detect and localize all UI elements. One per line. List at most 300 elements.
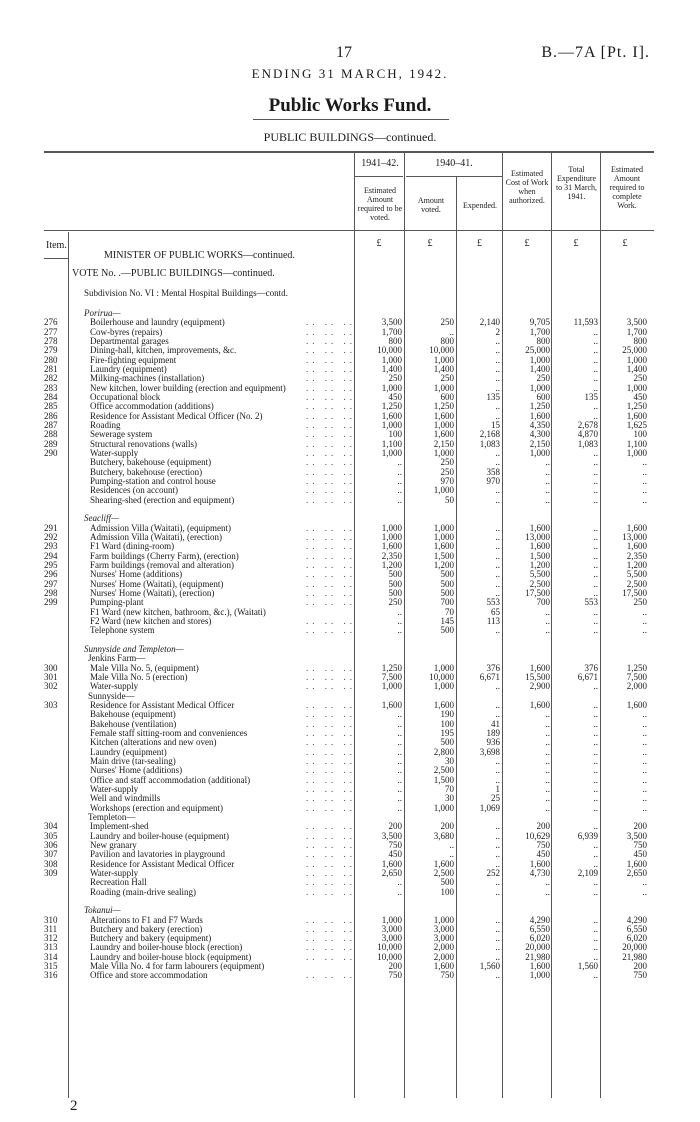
- title-underline: [253, 119, 449, 120]
- amount-cell: 750: [633, 839, 647, 850]
- amount-cell: 15,500: [525, 671, 550, 682]
- leader-dots: .. .. ..: [306, 550, 356, 561]
- amount-cell: ..: [545, 793, 550, 804]
- item-description: Laundry and boiler-house block (equipment): [90, 951, 252, 962]
- amount-cell: ..: [593, 923, 598, 934]
- amount-cell: ..: [397, 709, 402, 720]
- amount-cell: 1,250: [529, 401, 550, 412]
- amount-cell: ..: [593, 326, 598, 337]
- amount-cell: 1,000: [433, 802, 454, 813]
- amount-cell: 1,100: [626, 438, 647, 449]
- amount-cell: 250: [536, 373, 550, 384]
- amount-cell: 2,150: [529, 438, 550, 449]
- amount-cell: 1,600: [433, 699, 454, 710]
- item-number: 276: [44, 317, 58, 328]
- amount-cell: ..: [593, 737, 598, 748]
- amount-cell: 1,600: [381, 699, 402, 710]
- amount-cell: ..: [495, 839, 500, 850]
- leader-dots: .. .. ..: [306, 699, 356, 710]
- amount-cell: ..: [397, 783, 402, 794]
- leader-dots: .. .. ..: [306, 587, 356, 598]
- amount-cell: 970: [440, 475, 454, 486]
- amount-cell: 600: [440, 392, 454, 402]
- leader-dots: .. .. ..: [306, 326, 356, 337]
- amount-cell: 2,000: [433, 942, 454, 953]
- page-number: 17: [336, 44, 352, 61]
- amount-cell: 200: [633, 961, 647, 972]
- amount-cell: ..: [593, 606, 598, 617]
- amount-cell: ..: [593, 578, 598, 589]
- amount-cell: 750: [388, 839, 402, 850]
- item-description: Nurses' Home (Waitati), (erection): [90, 587, 215, 598]
- item-number: 278: [44, 336, 58, 346]
- leader-dots: .. .. ..: [306, 392, 356, 402]
- amount-cell: ..: [495, 625, 500, 636]
- group-heading: Seacliff—: [84, 513, 119, 524]
- amount-cell: 25,000: [525, 345, 550, 356]
- amount-cell: ..: [593, 746, 598, 757]
- item-description: Implement-shed: [90, 821, 149, 832]
- amount-cell: ..: [593, 373, 598, 384]
- item-description: Pumping-plant: [90, 597, 144, 608]
- amount-cell: 1,560: [479, 961, 500, 972]
- amount-cell: 2,500: [529, 578, 550, 589]
- item-description: Office and staff accommodation (additional): [90, 774, 251, 785]
- pound-sign: £: [427, 238, 433, 249]
- amount-cell: 3,000: [433, 923, 454, 934]
- amount-cell: 3,500: [381, 830, 402, 841]
- amount-cell: ..: [545, 802, 550, 813]
- item-number: 304: [44, 821, 58, 832]
- amount-cell: ..: [397, 475, 402, 486]
- header-estimated-cost: Estimated Cost of Work when authorized.: [505, 169, 549, 205]
- amount-cell: ..: [593, 531, 598, 542]
- amount-cell: ..: [593, 336, 598, 346]
- item-description: Laundry (equipment): [90, 746, 167, 757]
- amount-cell: 200: [388, 961, 402, 972]
- amount-cell: 252: [486, 867, 500, 878]
- amount-cell: 1: [495, 783, 500, 794]
- amount-cell: ..: [593, 774, 598, 785]
- amount-cell: 10,000: [429, 345, 454, 356]
- amount-cell: 553: [584, 597, 598, 608]
- item-number: 306: [44, 839, 58, 850]
- amount-cell: ..: [593, 410, 598, 421]
- amount-cell: 1,000: [626, 447, 647, 458]
- amount-cell: 6,020: [529, 933, 550, 944]
- leader-dots: .. .. ..: [306, 681, 356, 692]
- amount-cell: ..: [495, 858, 500, 869]
- amount-cell: 200: [536, 821, 550, 832]
- amount-cell: ..: [397, 802, 402, 813]
- amount-cell: ..: [495, 447, 500, 458]
- amount-cell: 450: [536, 849, 550, 860]
- amount-cell: 30: [445, 793, 454, 804]
- amount-cell: 358: [486, 466, 500, 477]
- leader-dots: .. .. ..: [306, 317, 356, 328]
- amount-cell: ..: [449, 849, 454, 860]
- amount-cell: 1,600: [529, 522, 550, 533]
- leader-dots: .. .. ..: [306, 858, 356, 869]
- item-description: Farm buildings (removal and alteration): [90, 559, 234, 570]
- item-description: Pumping-station and control house: [90, 475, 216, 486]
- item-description: Departmental garages: [90, 336, 169, 346]
- amount-cell: ..: [545, 625, 550, 636]
- amount-cell: ..: [593, 718, 598, 729]
- amount-cell: ..: [495, 494, 500, 505]
- item-description: Laundry and boiler-house (equipment): [90, 830, 230, 841]
- amount-cell: 50: [445, 494, 454, 505]
- amount-cell: ..: [642, 793, 647, 804]
- amount-cell: 970: [486, 475, 500, 486]
- amount-cell: ..: [397, 774, 402, 785]
- amount-cell: 2,678: [577, 420, 598, 430]
- amount-cell: 800: [440, 336, 454, 346]
- amount-cell: ..: [495, 382, 500, 393]
- section-title: PUBLIC BUILDINGS—continued.: [263, 130, 437, 144]
- amount-cell: ..: [495, 877, 500, 888]
- leader-dots: .. .. ..: [306, 839, 356, 850]
- leader-dots: .. .. ..: [306, 447, 356, 458]
- amount-cell: 1,600: [626, 699, 647, 710]
- leader-dots: .. .. ..: [306, 877, 356, 888]
- amount-cell: 1,600: [626, 858, 647, 869]
- amount-cell: 11,593: [573, 317, 598, 328]
- item-description: Male Villa No. 4 for farm labourers (equipment): [90, 961, 265, 972]
- item-description: Nurses' Home (Waitati), (equipment): [90, 578, 224, 589]
- amount-cell: 1,000: [433, 914, 454, 925]
- amount-cell: ..: [642, 475, 647, 486]
- group-heading: Templeton—: [88, 811, 136, 822]
- item-description: Residence for Assistant Medical Officer: [90, 699, 235, 710]
- amount-cell: ..: [545, 746, 550, 757]
- leader-dots: .. .. ..: [306, 951, 356, 962]
- amount-cell: 17,500: [622, 587, 647, 598]
- amount-cell: ..: [593, 569, 598, 580]
- amount-cell: ..: [593, 709, 598, 720]
- amount-cell: ..: [593, 541, 598, 552]
- amount-cell: 2,000: [433, 951, 454, 962]
- item-description: Butchery and bakery (equipment): [90, 933, 212, 944]
- item-description: Roading (main-drive sealing): [90, 886, 196, 897]
- item-description: Milking-machines (installation): [90, 373, 205, 384]
- item-description: Bakehouse (equipment): [90, 709, 176, 720]
- item-description: Office accommodation (additions): [90, 401, 214, 412]
- item-description: Residences (on account): [90, 485, 178, 496]
- amount-cell: 1,250: [626, 662, 647, 673]
- item-description: Boilerhouse and laundry (equipment): [90, 317, 225, 328]
- group-heading: Sunnyside—: [88, 690, 135, 701]
- item-number: 292: [44, 531, 58, 542]
- amount-cell: 2,650: [381, 867, 402, 878]
- amount-cell: 800: [536, 336, 550, 346]
- amount-cell: 1,000: [529, 970, 550, 981]
- amount-cell: ..: [593, 494, 598, 505]
- amount-cell: 1,000: [433, 354, 454, 365]
- amount-cell: 4,350: [529, 420, 550, 430]
- leader-dots: .. .. ..: [306, 933, 356, 944]
- pound-sign: £: [622, 238, 628, 249]
- amount-cell: ..: [642, 709, 647, 720]
- amount-cell: ..: [495, 923, 500, 934]
- leader-dots: .. .. ..: [306, 569, 356, 580]
- item-description: Roading: [90, 420, 121, 430]
- amount-cell: 2,800: [433, 746, 454, 757]
- amount-cell: ..: [642, 755, 647, 766]
- amount-cell: 1,600: [381, 541, 402, 552]
- item-description: Kitchen (alterations and new oven): [90, 737, 217, 748]
- amount-cell: ..: [495, 774, 500, 785]
- amount-cell: 2,650: [626, 867, 647, 878]
- amount-cell: 2,000: [626, 681, 647, 692]
- amount-cell: ..: [495, 886, 500, 897]
- item-number: 291: [44, 522, 58, 533]
- item-number: 314: [44, 951, 58, 962]
- amount-cell: 65: [491, 606, 500, 617]
- item-number: 300: [44, 662, 58, 673]
- amount-cell: ..: [593, 755, 598, 766]
- amount-cell: 1,000: [381, 914, 402, 925]
- amount-cell: ..: [397, 737, 402, 748]
- item-number: 285: [44, 401, 58, 412]
- item-description: Shearing-shed (erection and equipment): [90, 494, 235, 505]
- item-description: Alterations to F1 and F7 Wards: [90, 914, 203, 925]
- amount-cell: 195: [440, 727, 454, 738]
- amount-cell: 2,900: [529, 681, 550, 692]
- amount-cell: ..: [495, 821, 500, 832]
- amount-cell: ..: [642, 625, 647, 636]
- item-number: 289: [44, 438, 58, 449]
- amount-cell: 1,600: [433, 858, 454, 869]
- amount-cell: ..: [593, 457, 598, 468]
- amount-cell: ..: [593, 933, 598, 944]
- item-number: 283: [44, 382, 58, 393]
- item-description: Cow-byres (repairs): [90, 326, 163, 337]
- amount-cell: ..: [593, 886, 598, 897]
- amount-cell: 1,000: [626, 382, 647, 393]
- item-number: 305: [44, 830, 58, 841]
- leader-dots: .. .. ..: [306, 420, 356, 430]
- amount-cell: ..: [495, 364, 500, 374]
- item-number: 282: [44, 373, 58, 384]
- year-header-1940-41: 1940–41.: [435, 158, 473, 169]
- amount-cell: ..: [593, 466, 598, 477]
- amount-cell: 2,168: [479, 429, 500, 440]
- leader-dots: .. .. ..: [306, 429, 356, 440]
- amount-cell: 70: [445, 606, 454, 617]
- amount-cell: 200: [388, 821, 402, 832]
- amount-cell: ..: [397, 755, 402, 766]
- amount-cell: ..: [495, 559, 500, 570]
- amount-cell: 20,000: [525, 942, 550, 953]
- amount-cell: ..: [495, 933, 500, 944]
- amount-cell: 3,500: [381, 317, 402, 328]
- amount-cell: 20,000: [622, 942, 647, 953]
- leader-dots: .. .. ..: [306, 475, 356, 486]
- amount-cell: ..: [495, 699, 500, 710]
- item-number: 280: [44, 354, 58, 365]
- amount-cell: 1,000: [529, 354, 550, 365]
- amount-cell: ..: [642, 727, 647, 738]
- amount-cell: 450: [388, 392, 402, 402]
- amount-cell: 145: [440, 615, 454, 626]
- leader-dots: .. .. ..: [306, 718, 356, 729]
- item-description: F2 Ward (new kitchen and stores): [90, 615, 212, 626]
- amount-cell: 1,000: [433, 420, 454, 430]
- amount-cell: 113: [486, 615, 500, 626]
- amount-cell: 250: [440, 317, 454, 328]
- amount-cell: ..: [495, 765, 500, 776]
- amount-cell: 25: [491, 793, 500, 804]
- amount-cell: 500: [440, 625, 454, 636]
- item-number: 316: [44, 970, 58, 981]
- amount-cell: ..: [642, 457, 647, 468]
- header-bottom-rule: [44, 230, 654, 231]
- amount-cell: 1,000: [381, 354, 402, 365]
- amount-cell: 500: [388, 569, 402, 580]
- leader-dots: .. .. ..: [306, 849, 356, 860]
- amount-cell: ..: [593, 793, 598, 804]
- item-description: Water-supply: [90, 447, 139, 458]
- amount-cell: ..: [545, 783, 550, 794]
- item-description: Structural renovations (walls): [90, 438, 197, 449]
- vote-heading: VOTE No. .—PUBLIC BUILDINGS—continued.: [72, 268, 275, 279]
- amount-cell: ..: [397, 606, 402, 617]
- amount-cell: ..: [593, 821, 598, 832]
- item-column-heading: Item.: [46, 240, 67, 251]
- amount-cell: ..: [642, 494, 647, 505]
- amount-cell: 500: [440, 578, 454, 589]
- amount-cell: 2,150: [433, 438, 454, 449]
- leader-dots: .. .. ..: [306, 457, 356, 468]
- amount-cell: ..: [593, 587, 598, 598]
- amount-cell: 4,300: [529, 429, 550, 440]
- item-number: 295: [44, 559, 58, 570]
- leader-dots: .. .. ..: [306, 746, 356, 757]
- amount-cell: 2,109: [577, 867, 598, 878]
- leader-dots: .. .. ..: [306, 914, 356, 925]
- amount-cell: ..: [593, 727, 598, 738]
- amount-cell: 450: [633, 392, 647, 402]
- leader-dots: .. .. ..: [306, 578, 356, 589]
- amount-cell: 200: [440, 821, 454, 832]
- amount-cell: 376: [584, 662, 598, 673]
- amount-cell: 2,500: [626, 578, 647, 589]
- amount-cell: 30: [445, 755, 454, 766]
- amount-cell: ..: [545, 494, 550, 505]
- amount-cell: 4,290: [626, 914, 647, 925]
- amount-cell: 1,000: [381, 522, 402, 533]
- amount-cell: ..: [593, 699, 598, 710]
- amount-cell: ..: [495, 373, 500, 384]
- item-description: Dining-hall, kitchen, improvements, &c.: [90, 345, 237, 356]
- leader-dots: .. .. ..: [306, 345, 356, 356]
- amount-cell: 1,250: [381, 662, 402, 673]
- table-row: [0, 495, 700, 505]
- amount-cell: ..: [495, 914, 500, 925]
- amount-cell: ..: [642, 802, 647, 813]
- item-description: Main drive (tar-sealing): [90, 755, 176, 766]
- item-description: Nurses' Home (additions): [90, 569, 183, 580]
- amount-cell: ..: [545, 877, 550, 888]
- amount-cell: 10,000: [377, 942, 402, 953]
- pound-sign: £: [524, 238, 530, 249]
- leader-dots: .. .. ..: [306, 671, 356, 682]
- amount-cell: 3,000: [381, 923, 402, 934]
- amount-cell: ..: [545, 457, 550, 468]
- table-row: [0, 887, 700, 897]
- header-amount-voted: Amount voted.: [417, 196, 445, 214]
- amount-cell: 1,600: [433, 429, 454, 440]
- amount-cell: 6,020: [626, 933, 647, 944]
- item-description: Office and store accommodation: [90, 970, 208, 981]
- amount-cell: 10,000: [429, 671, 454, 682]
- amount-cell: 1,400: [529, 364, 550, 374]
- amount-cell: 9,705: [529, 317, 550, 328]
- amount-cell: 21,980: [622, 951, 647, 962]
- amount-cell: 1,560: [577, 961, 598, 972]
- amount-cell: 2,350: [381, 550, 402, 561]
- leader-dots: .. .. ..: [306, 364, 356, 374]
- amount-cell: ..: [642, 765, 647, 776]
- amount-cell: 1,083: [479, 438, 500, 449]
- amount-cell: 6,939: [577, 830, 598, 841]
- amount-cell: 70: [445, 783, 454, 794]
- amount-cell: ..: [397, 765, 402, 776]
- item-description: Water-supply: [90, 867, 139, 878]
- amount-cell: 1,000: [381, 447, 402, 458]
- amount-cell: 41: [491, 718, 500, 729]
- document-reference: B.—7A [Pt. I].: [541, 44, 650, 61]
- leader-dots: .. .. ..: [306, 541, 356, 552]
- year-divider-2: [406, 176, 502, 177]
- amount-cell: ..: [397, 886, 402, 897]
- amount-cell: ..: [495, 354, 500, 365]
- amount-cell: 1,625: [626, 420, 647, 430]
- amount-cell: ..: [397, 877, 402, 888]
- amount-cell: ..: [495, 569, 500, 580]
- item-description: Pavilion and lavatories in playground: [90, 849, 225, 860]
- leader-dots: .. .. ..: [306, 923, 356, 934]
- amount-cell: 1,600: [626, 541, 647, 552]
- item-description: Water-supply: [90, 783, 139, 794]
- amount-cell: 6,671: [577, 671, 598, 682]
- item-description: Residence for Assistant Medical Officer (No. 2): [90, 410, 263, 421]
- amount-cell: ..: [495, 550, 500, 561]
- amount-cell: 1,700: [381, 326, 402, 337]
- amount-cell: 500: [388, 578, 402, 589]
- amount-cell: 1,000: [381, 531, 402, 542]
- leader-dots: .. .. ..: [306, 802, 356, 813]
- amount-cell: ..: [593, 849, 598, 860]
- group-heading: Porirua—: [84, 308, 121, 318]
- amount-cell: 1,000: [433, 447, 454, 458]
- item-number: 310: [44, 914, 58, 925]
- subdivision-heading: Subdivision No. VI : Mental Hospital Buildings—contd.: [84, 288, 288, 298]
- amount-cell: ..: [593, 559, 598, 570]
- leader-dots: .. .. ..: [306, 737, 356, 748]
- amount-cell: 1,600: [433, 410, 454, 421]
- amount-cell: 250: [388, 597, 402, 608]
- table-row: [0, 970, 700, 980]
- amount-cell: 17,500: [525, 587, 550, 598]
- amount-cell: ..: [545, 606, 550, 617]
- leader-dots: .. .. ..: [306, 494, 356, 505]
- amount-cell: ..: [495, 709, 500, 720]
- amount-cell: ..: [642, 466, 647, 477]
- item-number: 309: [44, 867, 58, 878]
- item-description: Recreation Hall: [90, 877, 147, 888]
